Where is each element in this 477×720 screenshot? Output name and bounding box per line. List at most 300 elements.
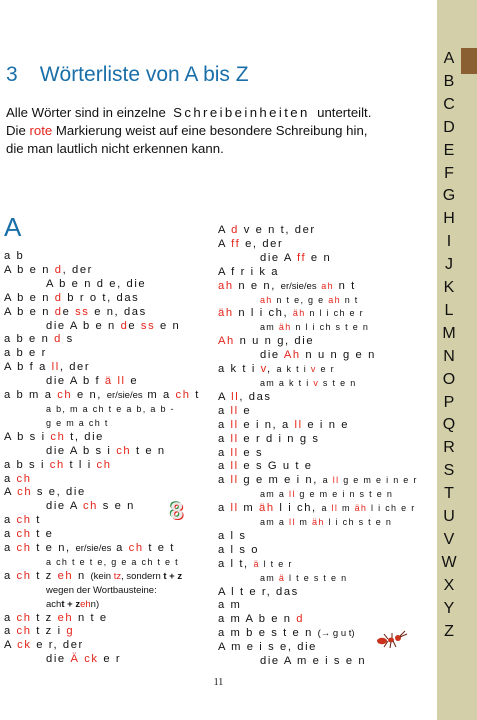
red-marking: Ah [218,335,235,348]
intro-paragraph [6,104,426,158]
word-text: A [218,390,232,403]
word-text: a [218,432,231,445]
red-marking: ch [16,611,32,624]
word-entry-line [218,530,432,544]
word-entry-line [4,445,216,459]
word-text: n t [333,279,356,292]
word-text: m [338,503,355,514]
intro-line-2 [6,122,426,140]
red-marking: ll [289,489,296,500]
intro-text: Alle Wörter sind in einzelne [6,105,166,120]
word-text: t [31,514,41,527]
word-text: n t [340,294,359,305]
word-text: e s [238,446,264,459]
word-text: A [218,237,232,250]
word-entry-line [218,613,432,627]
word-entry-line [218,516,432,530]
word-text: l i ch s t e n [324,517,393,528]
word-text: n l i ch, [233,307,293,320]
alphabet-letter-s[interactable]: S [443,462,455,480]
alphabet-letter-l[interactable]: L [444,301,454,319]
ant-icon [373,628,411,650]
word-text: n u n g e n [300,349,376,362]
alphabet-letter-b[interactable]: B [443,72,455,90]
word-entry-line [4,612,216,626]
red-marking: äh [312,517,325,528]
intro-line-1 [6,104,426,122]
word-text: e s G u t e [238,460,313,473]
red-marking: ch [16,514,32,527]
word-entry-line [218,321,432,335]
word-text: , das [239,390,272,403]
word-text: A b s i [4,430,51,443]
word-text: e n, [72,389,107,402]
alphabet-letter-n[interactable]: N [443,347,455,365]
red-marking: ss [75,305,90,318]
red-marking: eh [57,569,74,582]
word-text: am a k t i [260,377,314,388]
word-text: t e n, [31,542,76,555]
word-entry-line [218,433,432,447]
word-text: , [267,363,277,376]
red-marking: ch [175,389,191,402]
word-entry-line [4,417,216,431]
word-entry-line [218,474,432,488]
alphabet-letter-a[interactable]: A [443,50,455,67]
red-marking: ch [128,542,144,555]
word-entry-line [218,294,432,308]
word-text: a [4,625,17,638]
word-text: n [73,569,91,582]
word-text: e n [155,319,181,332]
red-marking: ll [231,390,240,403]
red-marking: v [310,364,317,375]
word-text: die A m e i s e n [260,655,367,668]
word-text: die A [46,500,83,513]
word-text: die A b e n [46,319,121,332]
word-entry-line [4,473,216,487]
word-text: A b e n [4,305,55,318]
red-marking: äh [278,322,292,333]
alphabet-letter-x[interactable]: X [443,576,455,594]
word-text: A b e n [4,263,55,276]
word-entry-line [218,252,432,266]
active-letter-tab[interactable] [461,48,477,74]
word-text: a [322,475,333,486]
word-text: A f r i k a [218,265,280,278]
red-marking: ll [332,475,340,486]
word-text: A b f a [4,361,52,374]
word-text: (→ g u t) [317,628,355,640]
word-text: am [260,322,279,333]
alphabet-letter-j[interactable]: J [445,256,453,274]
red-marking: ä [104,375,113,388]
word-text: die [46,653,71,666]
red-marking: ck [17,639,32,652]
word-text: a k t i [218,363,261,376]
word-text: n u n g, die [234,335,315,348]
alphabet-letter-o[interactable]: O [442,370,456,388]
word-entry-line [218,405,432,419]
section-letter: A [4,212,22,242]
word-entry-line [4,403,216,417]
red-marking: ff [231,237,241,250]
word-entry-line [218,307,432,321]
red-marking: äh [218,307,234,320]
word-entry-line [4,639,216,653]
alphabet-letter-w[interactable]: W [441,553,457,571]
word-text: er/sie/es [106,390,143,402]
red-marking: d [54,291,63,304]
red-marking: äh [354,503,368,514]
word-text: A [218,224,232,236]
word-text: n e n, [233,279,281,292]
word-text: e r, der [31,639,84,652]
word-entry-line [4,250,216,264]
red-marking: ch [17,486,33,499]
alphabet-letter-v[interactable]: V [443,530,455,548]
word-entry-line [218,224,432,238]
word-entry-line [218,335,432,349]
red-marking: ll [230,446,239,459]
red-marking: äh [259,502,275,515]
red-marking: Ah [283,349,301,362]
alphabet-letter-e[interactable]: E [443,141,455,159]
word-text: g e m e i n, [238,474,323,487]
red-marking: ll [230,432,239,445]
word-text: t, die [65,430,104,443]
word-text: a [218,446,231,459]
word-text: t e [31,528,54,541]
word-text: a l s [218,529,247,542]
word-text: a [4,472,17,485]
red-marking: eh [57,611,74,624]
red-marking: v [260,363,268,376]
word-entry-line [4,598,216,612]
intro-text: Markierung weist auf eine besondere Schreibung hin, [55,123,368,138]
word-text: e r d i n g s [238,432,320,445]
red-marking: Ä [70,653,80,666]
word-text: die A [260,251,297,264]
red-marking: ch [50,430,66,443]
word-text: , sondern [121,570,164,582]
word-text: A m e i s e, die [218,641,317,654]
word-text: t [190,389,200,402]
red-marking: d [120,319,129,332]
word-text: am a [260,517,290,528]
word-text: l i ch e r [367,503,416,514]
red-marking: d [54,333,62,346]
word-text: a b m a [4,389,58,402]
word-text: am [260,572,279,583]
word-entry-line [4,653,216,667]
word-text: e [128,319,141,332]
word-text: t l i [64,458,97,471]
word-text: a b, m a ch t e a b, a b - [46,403,175,414]
section-number: 3 [6,63,18,86]
intro-text: Die [6,123,26,138]
alphabet-letter-k[interactable]: K [443,279,455,296]
word-entry-line [218,377,432,391]
section-title: Wörterliste von A bis Z [39,63,249,86]
word-text: , der [62,263,93,276]
word-text: a [218,460,231,473]
alphabet-letter-u[interactable]: U [443,508,455,525]
red-marking: v [313,377,320,388]
word-text: a [218,474,231,487]
word-text: a m b e s t e n [218,627,318,640]
word-text: A [4,486,18,499]
red-marking: ah [260,294,273,305]
word-entry-line [218,363,432,377]
word-text: m a [142,389,176,402]
word-text: a [111,542,129,555]
word-text: A b e n d e, die [46,277,147,290]
red-marking: ll [117,375,126,388]
word-text: s [61,333,74,346]
word-text: a b [4,250,25,262]
word-entry-line [4,278,216,292]
word-text: e r [98,653,122,666]
word-text: n l i ch s t e n [291,322,370,333]
red-marking: ll [294,418,303,431]
red-marking: ah [328,294,341,305]
word-entry-line [218,502,432,516]
word-text: e n [306,251,332,264]
word-text: a [218,418,231,431]
word-text: e [62,305,76,318]
red-marking: eh [80,598,91,610]
word-text: die [260,349,284,362]
word-text: a m [218,599,242,612]
word-text: (kein [90,570,114,582]
word-text: e i n e [302,418,350,431]
word-text: v e n t, der [238,224,316,236]
alphabet-letter-p[interactable]: P [443,393,455,411]
red-marking: ss [140,319,156,332]
word-text: a ch t e t e, g e a ch t e t [46,556,179,567]
word-entry-line [218,599,432,613]
word-text: A l t e r, das [218,585,299,598]
red-marking: ll [331,503,339,514]
word-text: er/sie/es [280,280,317,292]
word-text: a l t, [218,557,254,570]
word-entry-line [218,266,432,280]
alphabet-letter-h[interactable]: H [443,210,455,228]
word-entry-line [4,333,216,347]
word-entry-line [218,419,432,433]
word-entry-line [4,361,216,375]
word-text: l t e s t e n [285,572,348,583]
red-marking: d [296,613,305,626]
word-entry-line [218,391,432,405]
word-text: e [125,375,139,388]
word-entry-line [4,459,216,473]
word-text: g e m e i n s t e n [295,489,394,500]
red-marking: ch [16,528,32,541]
word-text: t z [31,569,58,582]
word-entry-line [218,572,432,586]
word-text: wegen der Wortbausteine: [46,584,157,596]
word-entry-line [4,264,216,278]
word-text: die A b s i [46,444,117,457]
word-entry-line [4,306,216,320]
word-entry-line [4,584,216,598]
red-marking: ä [278,572,286,583]
red-marking: d [231,224,239,236]
word-text: a b e r [4,347,47,360]
red-marking: ll [230,474,239,487]
red-marking: ah [321,280,334,291]
red-marking: ll [230,418,239,431]
word-entry-line [4,556,216,570]
word-entry-line [218,280,432,294]
red-marking: ch [82,500,99,513]
alphabet-letter-y[interactable]: Y [443,599,455,617]
word-text: a [321,503,332,514]
red-marking: tz [113,570,122,582]
red-marking: ch [57,389,73,402]
word-entry-line [4,292,216,306]
word-text: t z [31,611,58,624]
red-marking: ll [289,517,296,528]
section-heading [6,63,249,87]
alphabet-letter-t[interactable]: T [444,485,454,503]
red-marking: g [66,625,75,638]
word-text: , der [59,361,91,374]
word-text: a [218,404,231,417]
word-text: e i n, a [238,418,295,431]
red-marking: ll [230,460,239,473]
word-text: A [4,639,18,652]
word-entry-line [218,586,432,600]
word-entry-line [4,389,216,403]
word-text: a [4,528,17,541]
word-entry-line [4,347,216,361]
word-text: e, der [240,237,284,250]
word-text: n l i ch e r [305,308,364,319]
alphabet-letter-c[interactable]: C [443,95,455,113]
word-entry-line [4,375,216,389]
word-text: t e t [143,542,176,555]
word-text: s e n [98,500,135,513]
alphabet-letter-m[interactable]: M [442,324,456,342]
alphabet-letter-f[interactable]: F [444,164,454,182]
word-text: a m A b e n [218,613,297,626]
page-number: 11 [213,677,224,688]
word-list-column-right [218,224,432,669]
alphabet-letter-q[interactable]: Q [442,416,456,434]
word-text: t z i [31,625,67,638]
word-entry-line [218,488,432,502]
word-text: a [4,569,17,582]
word-entry-line [218,544,432,558]
word-entry-line [4,542,216,556]
word-entry-line [4,528,216,542]
red-marking: d [54,305,63,318]
word-entry-line [4,486,216,500]
word-text: a k t i [276,364,311,375]
red-marking: ck [84,653,99,666]
word-text: e [238,404,252,417]
red-marking: äh [292,308,306,319]
word-entry-line [218,558,432,572]
word-entry-line [4,570,216,584]
word-entry-line [4,320,216,334]
intro-line-3: die man lautlich nicht erkennen kann. [6,141,224,156]
word-text: a [218,502,231,515]
alphabet-letter-z[interactable]: Z [444,622,454,640]
word-entry-line [218,460,432,474]
word-text: t + z [163,570,183,582]
word-text: n t e [73,611,108,624]
word-text: t e n [131,444,166,457]
word-text: e r [316,364,335,375]
alphabet-letter-r[interactable]: R [443,439,455,457]
red-marking: ff [296,251,307,264]
red-marking: ah [218,279,234,292]
red-marking: ll [230,404,239,417]
word-entry-line [4,625,216,639]
red-marking: ll [230,502,239,515]
red-marking: ch [16,542,32,555]
word-text: m [238,502,260,515]
red-marking: ch [96,458,112,471]
word-text: a l s o [218,543,260,556]
word-text: s e, die [32,486,86,499]
word-text: A b e n [4,291,55,304]
word-text: g e m e i n e r [339,475,418,486]
alphabet-letter-i[interactable]: I [446,233,452,251]
word-text: die A b f [46,375,105,388]
word-list-column-left [4,250,216,667]
word-entry-line [4,514,216,528]
word-entry-line [218,447,432,461]
word-text: a [4,611,17,624]
red-marking: ch [16,625,32,638]
word-text: m [295,517,313,528]
intro-red-word: rote [29,123,53,138]
alphabet-letter-d[interactable]: D [443,118,455,136]
red-marking: ch [116,444,132,457]
word-text: ach [46,598,62,610]
word-text: a [4,542,17,555]
word-text: l t e r [259,558,293,569]
red-marking: ll [51,361,60,374]
word-entry-line [4,500,216,514]
red-marking: d [54,263,63,276]
word-text: er/sie/es [75,543,112,555]
red-marking: ch [16,472,32,485]
number-eight-icon: 8 [170,498,184,525]
red-marking: ä [253,558,260,569]
intro-spaced-term: Schreibeinheiten [173,105,310,120]
word-entry-line [218,349,432,363]
alphabet-letter-g[interactable]: G [442,187,456,205]
word-entry-line [4,431,216,445]
red-marking: ch [49,458,65,471]
word-text: b r o t, das [62,291,140,304]
word-text: a b s i [4,458,50,471]
word-text: s t e n [319,377,357,388]
word-text: a [4,514,17,527]
red-marking: ch [16,569,32,582]
word-entry-line [218,655,432,669]
word-text: t + z [61,598,81,610]
word-text: am a [260,489,290,500]
word-text: n t e, g e [272,294,329,305]
word-text: a b e n [4,333,55,346]
